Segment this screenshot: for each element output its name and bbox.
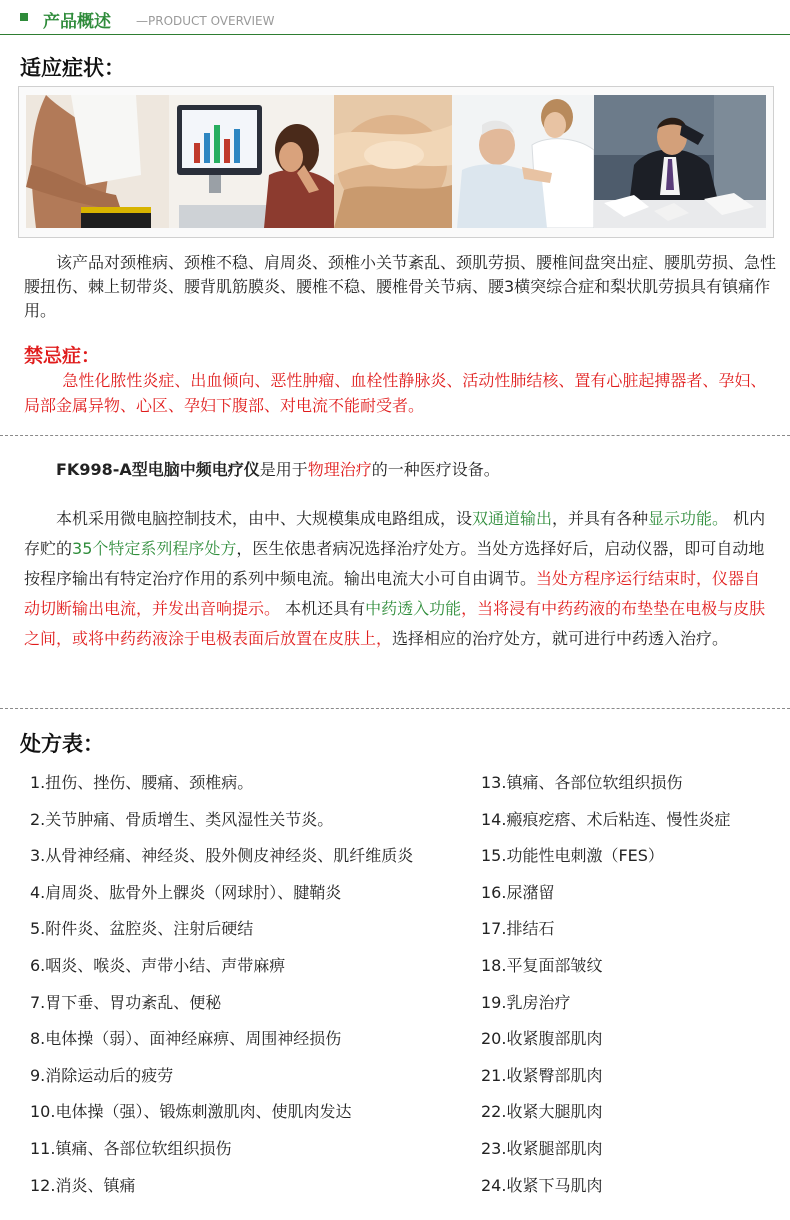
prescriptions-title: 处方表： bbox=[20, 732, 104, 756]
desc-text: 的一种医疗设备。 bbox=[371, 460, 500, 479]
desc-text: 本机还具有 bbox=[280, 599, 366, 618]
indications-photo-strip bbox=[18, 86, 774, 238]
prescription-item: 23.收紧腿部肌肉 bbox=[481, 1138, 603, 1158]
header-title: 产品概述 bbox=[43, 12, 111, 32]
physical-therapy-highlight: 物理治疗 bbox=[307, 460, 372, 479]
desc-text: 选择相应的治疗处方，就可进行中药透入治疗。 bbox=[392, 629, 729, 648]
prescription-item: 3.从骨神经痛、神经炎、股外侧皮神经炎、肌纤维质炎 bbox=[30, 846, 414, 866]
display-function-highlight: 显示功能。 bbox=[648, 509, 729, 528]
header-square-icon bbox=[20, 13, 28, 21]
knee-pain-photo bbox=[334, 95, 452, 228]
prescription-column-left bbox=[30, 771, 470, 1210]
prescription-item: 8.电体操（弱）、面神经麻痹、周围神经损伤 bbox=[30, 1029, 342, 1049]
desc-text: 是用于 bbox=[259, 460, 308, 479]
auto-cutoff-highlight: 当处方程序运行结束时，仪器自动切断输出电流，并发出音响提示。 bbox=[24, 569, 761, 618]
dual-channel-highlight: 双通道输出 bbox=[472, 509, 553, 528]
prescription-column-right bbox=[481, 771, 781, 1210]
prescription-item: 14.瘢痕疙瘩、术后粘连、慢性炎症 bbox=[481, 809, 731, 829]
prescription-item: 21.收紧臀部肌肉 bbox=[481, 1065, 603, 1085]
indications-title: 适应症状： bbox=[20, 56, 125, 80]
divider bbox=[0, 708, 790, 709]
section-header bbox=[0, 0, 790, 35]
prescription-item: 24.收紧下马肌肉 bbox=[481, 1175, 603, 1195]
prescription-item: 16.尿潴留 bbox=[481, 882, 555, 902]
desc-text: 本机采用微电脑控制技术，由中、大规模集成电路组成，设 bbox=[56, 509, 473, 528]
description-paragraph-2 bbox=[24, 504, 776, 654]
programs-highlight: 35个特定系列程序处方 bbox=[72, 539, 237, 558]
herbal-infusion-highlight: 中药透入功能 bbox=[365, 599, 462, 618]
prescription-item: 18.平复面部皱纹 bbox=[481, 955, 603, 975]
prescription-item: 2.关节肿痛、骨质增生、类风湿性关节炎。 bbox=[30, 809, 334, 829]
prescription-item: 7.胃下垂、胃功紊乱、便秘 bbox=[30, 992, 222, 1012]
doctor-checking-patient-photo bbox=[452, 95, 594, 228]
herbal-instruction-highlight: ，当将浸有中药药液的布垫垫在电极与皮肤之间，或将中药药液涂于电极表面后放置在皮肤上， bbox=[24, 599, 766, 648]
prescription-item: 13.镇痛、各部位软组织损伤 bbox=[481, 773, 683, 792]
neck-pain-computer-photo bbox=[169, 95, 334, 228]
desc-text: ，并具有各种 bbox=[552, 509, 649, 528]
desc-text: 机内存贮的 bbox=[24, 509, 766, 558]
prescription-item: 11.镇痛、各部位软组织损伤 bbox=[30, 1138, 232, 1158]
header-subtitle: —PRODUCT OVERVIEW bbox=[136, 14, 275, 28]
contraindications-title: 禁忌症： bbox=[24, 345, 101, 367]
description-paragraph-1 bbox=[24, 458, 776, 482]
prescription-item: 5.附件炎、盆腔炎、注射后硬结 bbox=[30, 919, 254, 939]
prescription-item: 20.收紧腹部肌肉 bbox=[481, 1029, 603, 1049]
prescription-item: 22.收紧大腿肌肉 bbox=[481, 1102, 603, 1122]
prescription-item: 15.功能性电刺激（FES） bbox=[481, 846, 664, 866]
prescription-item: 17.排结石 bbox=[481, 919, 555, 939]
back-pain-photo bbox=[26, 95, 169, 228]
contraindications-text: 急性化脓性炎症、出血倾向、恶性肿瘤、血栓性静脉炎、活动性肺结核、置有心脏起搏器者、孕妇、局部金属异物、心区、孕妇下腹部、对电流不能耐受者。 bbox=[24, 371, 767, 415]
desc-text: ，医生依患者病况选择治疗处方。当处方选择好后，启动仪器，即可自动地按程序输出有特定治疗作用的系列中频电流。输出电流大小可自由调节。 bbox=[24, 539, 765, 588]
prescription-item: 12.消炎、镇痛 bbox=[30, 1175, 136, 1195]
prescription-item: 10.电体操（强）、锻炼刺激肌肉、使肌肉发达 bbox=[30, 1102, 352, 1122]
device-model-name: FK998-A型电脑中频电疗仪 bbox=[56, 460, 260, 479]
indications-text: 该产品对颈椎病、颈椎不稳、肩周炎、颈椎小关节紊乱、颈肌劳损、腰椎间盘突出症、腰肌劳损、急性腰扭伤、棘上韧带炎、腰背肌筋膜炎、腰椎不稳、腰椎骨关节病、腰3横突综合症和梨状肌劳损具有镇痛作用。 bbox=[24, 253, 777, 320]
divider bbox=[0, 435, 790, 436]
prescription-item: 9.消除运动后的疲劳 bbox=[30, 1065, 174, 1085]
stressed-man-desk-photo bbox=[594, 95, 766, 228]
prescription-item: 19.乳房治疗 bbox=[481, 992, 571, 1012]
prescription-item: 4.肩周炎、肱骨外上髁炎（网球肘）、腱鞘炎 bbox=[30, 882, 342, 902]
prescription-item: 1.扭伤、挫伤、腰痛、颈椎病。 bbox=[30, 773, 254, 792]
prescription-item: 6.咽炎、喉炎、声带小结、声带麻痹 bbox=[30, 955, 286, 975]
